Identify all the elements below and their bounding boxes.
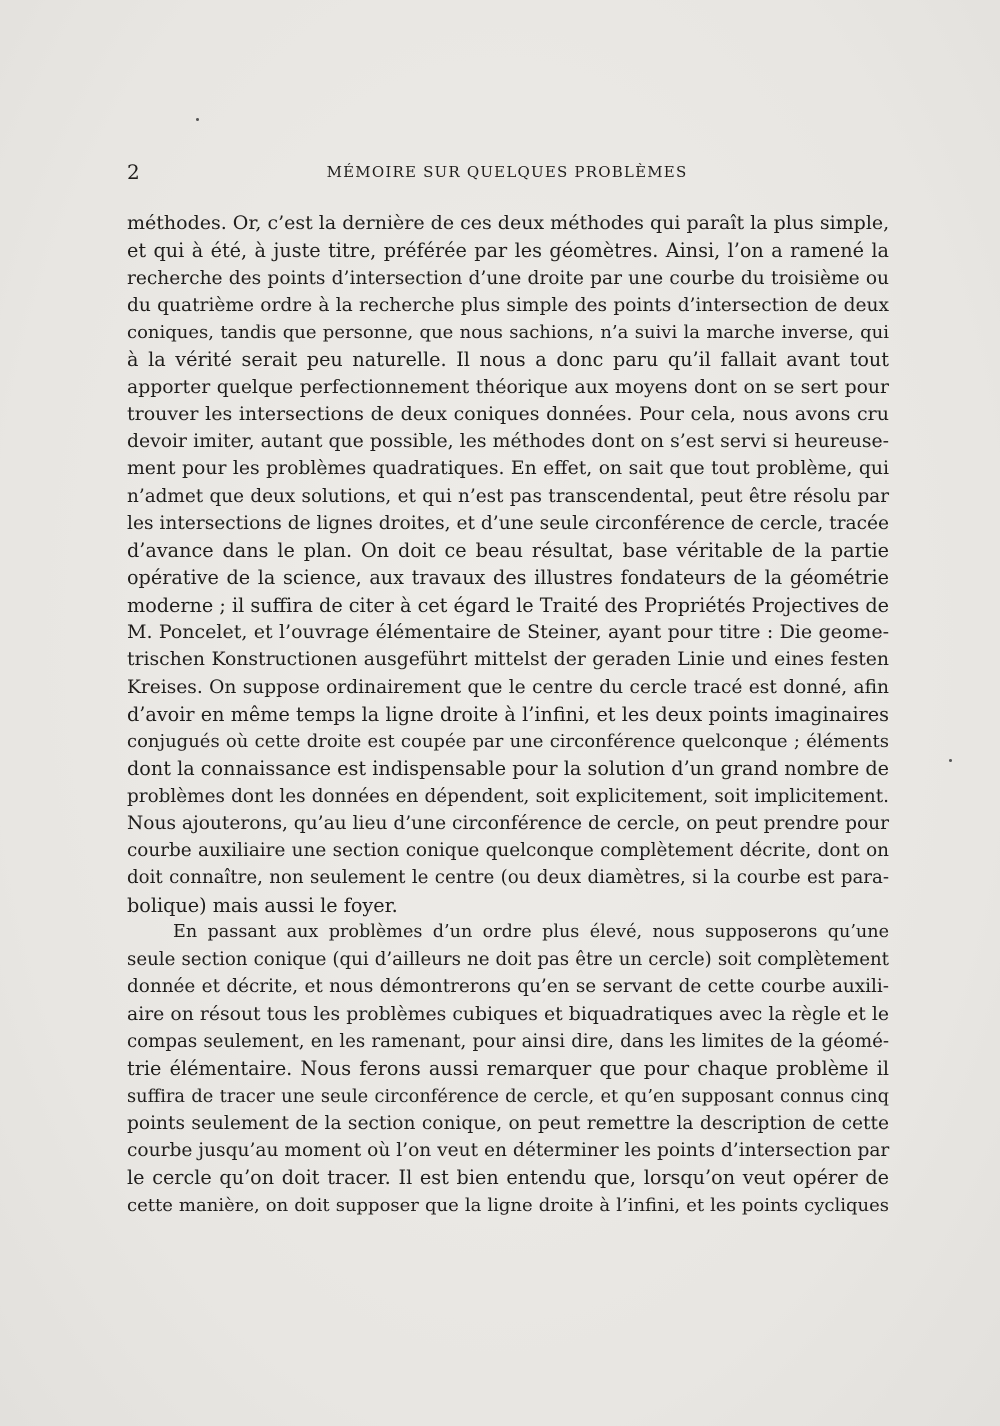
running-title: MÉMOIRE SUR QUELQUES PROBLÈMES bbox=[326, 163, 688, 181]
text-line: cette manière, on doit supposer que la ligne droite à l’infini, et les points cycliques bbox=[127, 1194, 889, 1216]
text-line: doit connaître, non seulement le centre (ou deux diamètres, si la courbe est para- bbox=[127, 867, 889, 889]
text-line: ment pour les problèmes quadratiques. En effet, on sait que tout problème, qui bbox=[127, 458, 889, 480]
body-text bbox=[127, 210, 889, 1219]
text-line: à la vérité serait peu naturelle. Il nous a donc paru qu’il fallait avant tout bbox=[127, 348, 889, 372]
text-line: seule section conique (qui d’ailleurs ne doit pas être un cercle) soit complètement bbox=[127, 949, 889, 971]
text-line: bolique) mais aussi le foyer. bbox=[127, 893, 398, 917]
text-line: trie élémentaire. Nous ferons aussi remarquer que pour chaque problème il bbox=[127, 1057, 889, 1081]
text-line: d’avance dans le plan. On doit ce beau résultat, base véritable de la partie bbox=[127, 539, 889, 563]
text-line: suffira de tracer une seule circonférence de cercle, et qu’en supposant connus cinq bbox=[127, 1085, 889, 1107]
text-line: Nous ajouterons, qu’au lieu d’une circonférence de cercle, on peut prendre pour bbox=[127, 812, 890, 834]
text-line: M. Poncelet, et l’ouvrage élémentaire de Steiner, ayant pour titre : Die geome- bbox=[127, 620, 889, 643]
text-line: courbe auxiliaire une section conique quelconque complètement décrite, dont on bbox=[127, 840, 889, 862]
text-line: problèmes dont les données en dépendent, soit explicitement, soit implicitement. bbox=[127, 785, 889, 807]
running-head bbox=[127, 158, 887, 186]
text-line: Kreises. On suppose ordinairement que le centre du cercle tracé est donné, afin bbox=[127, 676, 889, 698]
text-line: courbe jusqu’au moment où l’on veut en déterminer les points d’intersection par bbox=[127, 1140, 890, 1162]
text-line: n’admet que deux solutions, et qui n’est pas transcendental, peut être résolu par bbox=[127, 485, 889, 507]
text-line: apporter quelque perfectionnement théorique aux moyens dont on se sert pour bbox=[127, 376, 889, 398]
text-line: moderne ; il suffira de citer à cet égard le Traité des Propriétés Projectives de bbox=[127, 593, 889, 617]
text-line: d’avoir en même temps la ligne droite à l’infini, et les deux points imaginaires bbox=[127, 702, 889, 726]
paper-speck bbox=[949, 759, 952, 762]
page-number: 2 bbox=[127, 160, 140, 184]
text-line: trischen Konstructionen ausgeführt mittelst der geraden Linie und eines festen bbox=[127, 649, 889, 671]
text-line: points seulement de la section conique, on peut remettre la description de cette bbox=[127, 1112, 889, 1134]
text-line: compas seulement, en les ramenant, pour ainsi dire, dans les limites de la géomé- bbox=[127, 1030, 889, 1052]
text-line: donnée et décrite, et nous démontrerons qu’en se servant de cette courbe auxili- bbox=[127, 976, 889, 998]
text-line: et qui à été, à juste titre, préférée par les géomètres. Ainsi, l’on a ramené la bbox=[127, 239, 889, 263]
text-line: du quatrième ordre à la recherche plus simple des points d’intersection de deux bbox=[127, 294, 889, 316]
text-line: trouver les intersections de deux coniques données. Pour cela, nous avons cru bbox=[127, 402, 889, 425]
text-line: les intersections de lignes droites, et d’une seule circonférence de cercle, tracée bbox=[127, 512, 890, 534]
text-line: opérative de la science, aux travaux des illustres fondateurs de la géométrie bbox=[127, 566, 889, 590]
text-line: coniques, tandis que personne, que nous sachions, n’a suivi la marche inverse, qui bbox=[127, 322, 889, 344]
text-line: aire on résout tous les problèmes cubiques et biquadratiques avec la règle et le bbox=[127, 1003, 889, 1025]
paper-speck bbox=[196, 118, 199, 121]
text-line: recherche des points d’intersection d’une droite par une courbe du troisième ou bbox=[127, 267, 889, 289]
text-line: le cercle qu’on doit tracer. Il est bien entendu que, lorsqu’on veut opérer de bbox=[127, 1166, 889, 1190]
text-line: conjugués où cette droite est coupée par une circonférence quelconque ; éléments bbox=[127, 731, 889, 753]
text-line: méthodes. Or, c’est la dernière de ces deux méthodes qui paraît la plus simple, bbox=[127, 212, 890, 234]
text-line: En passant aux problèmes d’un ordre plus élevé, nous supposerons qu’une bbox=[173, 921, 889, 942]
text-line: dont la connaissance est indispensable pour la solution d’un grand nombre de bbox=[127, 757, 889, 781]
text-line: devoir imiter, autant que possible, les méthodes dont on s’est servi si heureuse- bbox=[127, 431, 889, 453]
